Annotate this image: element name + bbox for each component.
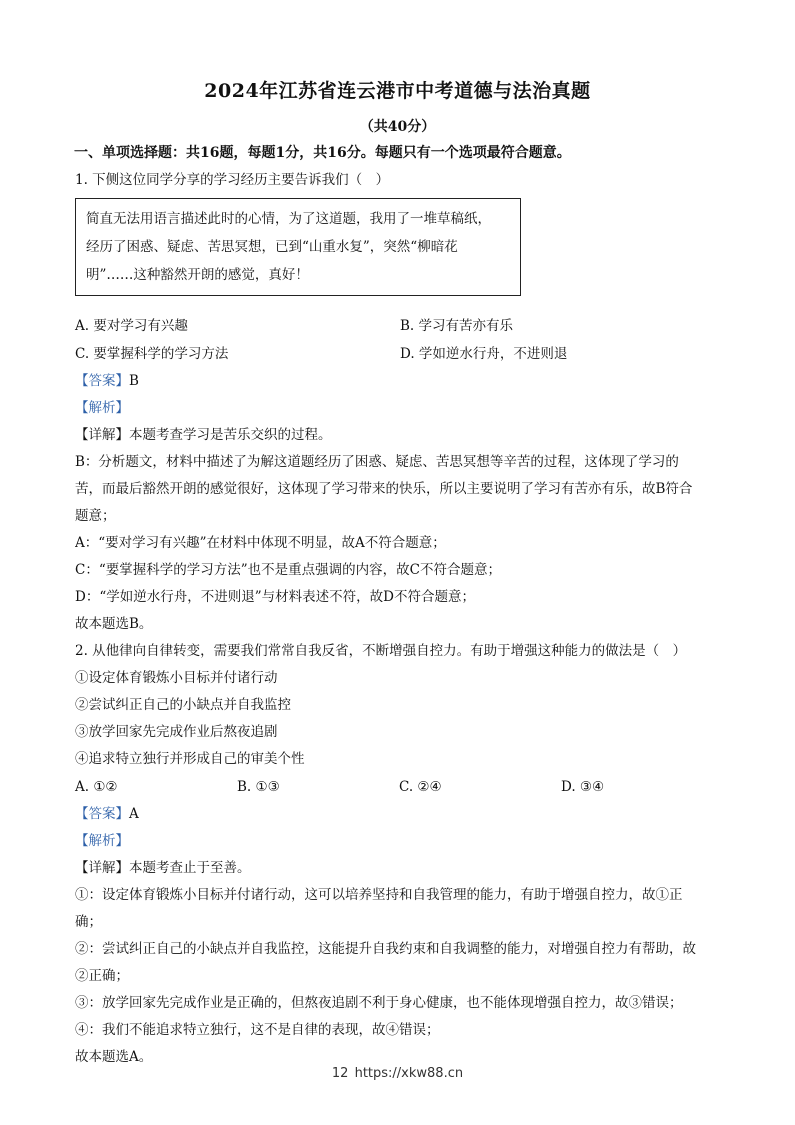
q1-stem: 1. 下侧这位同学分享的学习经历主要告诉我们（ ） (75, 172, 390, 188)
q1-options-row (75, 340, 725, 368)
footer-url[interactable]: https://xkw88.cn (354, 1066, 464, 1081)
q2-explain-line: ②正确； (75, 968, 129, 984)
q1-option-a: A. 要对学习有兴趣 (75, 318, 188, 334)
q1-quote-line: 简直无法用语言描述此时的心情，为了这道题，我用了一堆草稿纸， (86, 211, 491, 227)
q2-item: ①设定体育锻炼小目标并付诸行动 (75, 670, 278, 686)
q1-explain-line: C：“要掌握科学的学习方法”也不是重点强调的内容，故C不符合题意； (75, 562, 501, 578)
q2-item: ③放学回家先完成作业后熬夜追剧 (75, 724, 278, 740)
q2-answer (75, 801, 725, 828)
q1-answer-value: B (129, 373, 139, 389)
q2-stem: 2. 从他律向自律转变，需要我们常常自我反省，不断增强自控力。有助于增强这种能力的做法是（ ） (75, 643, 687, 659)
q2-detail (75, 855, 725, 882)
analysis-tag: 【解析】 (75, 833, 129, 849)
q1-explain-line: B：分析题文，材料中描述了为解这道题经历了困惑、疑虑、苦思冥想等辛苦的过程，这体现了学习的 (75, 454, 679, 470)
detail-tag: 【详解】 (75, 427, 129, 443)
q2-item: ②尝试纠正自己的小缺点并自我监控 (75, 697, 291, 713)
q2-options-row (75, 773, 725, 801)
q2-option-b: B. ①③ (237, 779, 280, 795)
q1-explain-line: 苦，而最后豁然开朗的感觉很好，这体现了学习带来的快乐，所以主要说明了学习有苦亦有乐，故B符合 (75, 481, 693, 497)
q1-explain-line: A：“要对学习有兴趣”在材料中体现不明显，故A不符合题意； (75, 535, 446, 551)
page-title: 2024年江苏省连云港市中考道德与法治真题 (204, 80, 591, 102)
page-subtitle: （共40分） (359, 119, 436, 135)
q1-analysis (75, 395, 725, 422)
q1-answer (75, 368, 725, 395)
q1-option-b: B. 学习有苦亦有乐 (400, 318, 514, 334)
q1-explain-line: D：“学如逆水行舟，不进则退”与材料表述不符，故D不符合题意； (75, 589, 475, 605)
q2-explain-line: ③：放学回家先完成作业是正确的，但熬夜追剧不利于身心健康，也不能体现增强自控力，故③错误； (75, 995, 683, 1011)
q1-option-c: C. 要掌握科学的学习方法 (75, 346, 229, 362)
q2-explain-line: 确； (75, 914, 102, 930)
answer-tag: 【答案】 (75, 373, 129, 389)
q2-answer-value: A (129, 806, 139, 822)
analysis-tag: 【解析】 (75, 400, 129, 416)
q2-option-d: D. ③④ (561, 779, 605, 795)
q2-analysis (75, 828, 725, 855)
q2-explain-line: ④：我们不能追求特立独行，这不是自律的表现，故④错误； (75, 1022, 440, 1038)
content (75, 140, 725, 1071)
page-number: 12 (331, 1066, 349, 1081)
q2-detail-text: 本题考查止于至善。 (129, 860, 251, 876)
q1-quote-line: 经历了困惑、疑虑、苦思冥想，已到“山重水复”，突然“柳暗花 (86, 239, 458, 255)
q1-detail-text: 本题考查学习是苦乐交织的过程。 (129, 427, 332, 443)
q2-item: ④追求特立独行并形成自己的审美个性 (75, 751, 305, 767)
answer-tag: 【答案】 (75, 806, 129, 822)
page-footer (0, 1066, 795, 1081)
q1-explain-line: 故本题选B。 (75, 616, 153, 632)
q2-option-c: C. ②④ (399, 779, 442, 795)
q1-detail (75, 422, 725, 449)
q2-explain-line: ①：设定体育锻炼小目标并付诸行动，这可以培养坚持和自我管理的能力，有助于增强自控力，故①正 (75, 887, 683, 903)
q1-quote-box (75, 198, 521, 296)
q1-options-row (75, 312, 725, 340)
q2-option-a: A. ①② (75, 779, 118, 795)
q1-option-d: D. 学如逆水行舟，不进则退 (400, 346, 568, 362)
q2-explain-line: ②：尝试纠正自己的小缺点并自我监控，这能提升自我约束和自我调整的能力，对增强自控力有帮助，故 (75, 941, 696, 957)
q2-explain-line: 故本题选A。 (75, 1049, 153, 1065)
section-heading: 一、单项选择题：共16题，每题1分，共16分。每题只有一个选项最符合题意。 (74, 145, 571, 161)
q1-explain-line: 题意； (75, 508, 116, 524)
q1-quote-line: 明”……这种豁然开朗的感觉，真好！ (86, 267, 309, 283)
detail-tag: 【详解】 (75, 860, 129, 876)
